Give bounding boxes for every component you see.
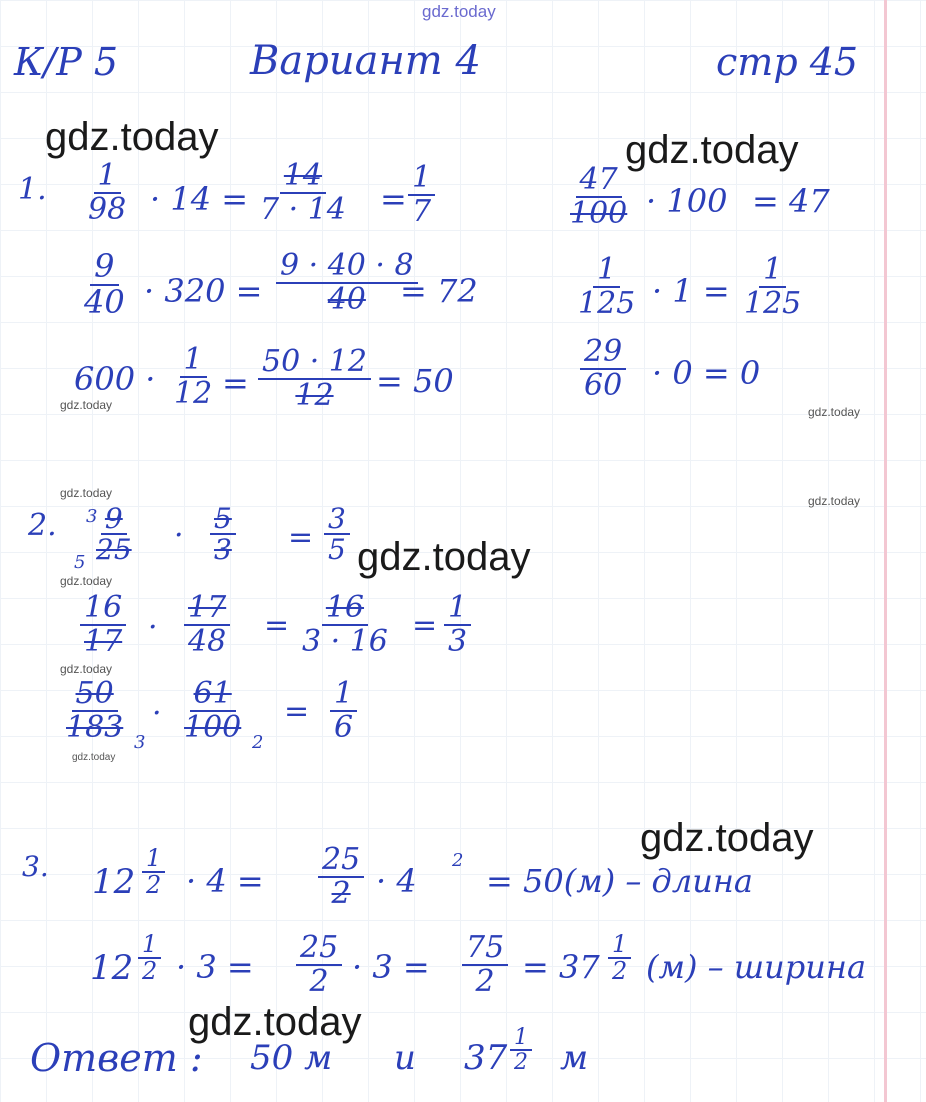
numerator: 16 [80,592,126,626]
fraction [62,678,127,743]
fraction [510,1026,532,1074]
watermark-big: gdz.today [625,128,799,172]
denominator: 2 [612,957,628,986]
denominator: 100 [184,709,242,745]
denominator: 2 [475,963,495,999]
denominator: 183 [66,709,124,745]
operator-text: · 14 = [150,180,249,218]
fraction [210,504,236,565]
answer-and: и [394,1038,416,1078]
fraction [330,678,357,743]
denominator: 125 [578,285,636,321]
result-text: = 72 [400,272,478,310]
fraction [180,678,245,743]
fraction [324,504,350,565]
fraction [138,932,161,984]
denominator: 25 [96,533,132,567]
numerator: 47 [576,164,622,198]
denominator: 2 [514,1050,528,1076]
denominator: 100 [570,195,628,231]
mixed-whole: 12 [90,948,134,988]
superscript: 2 [452,850,464,871]
answer-value-1: 50 м [250,1038,333,1078]
operator-text: · 4 [376,862,417,900]
result-text: · 0 = 0 [652,354,761,392]
denominator: 40 [84,282,125,321]
watermark-big: gdz.today [640,816,814,860]
fraction [444,592,471,657]
watermark-small: gdz.today [72,752,116,763]
fraction [574,254,639,319]
denominator: 17 [84,623,123,659]
watermark-small: gdz.today [60,662,113,676]
watermark-big: gdz.today [357,535,531,579]
answer-unit: м [560,1038,589,1078]
denominator: 3 [448,623,468,659]
denominator: 2 [142,957,158,986]
task3-number: 3. [22,850,49,883]
fraction [276,250,418,315]
numerator: 75 [462,932,508,966]
watermark-top: gdz.today [422,2,496,21]
result-text: (м) – ширина [646,948,867,986]
numerator: 16 [322,592,368,626]
denominator: 98 [88,191,127,227]
mixed-whole: 12 [92,862,136,902]
fraction [462,932,508,997]
fraction [408,162,435,227]
operator-text: · 1 = [652,272,730,310]
numerator: 50 [72,678,118,712]
operator-text: = [288,520,314,555]
denominator: 5 [328,533,346,567]
denominator: 3 · 16 [302,623,388,659]
numerator: 25 [318,844,364,878]
reduction-factor: 2 [252,732,264,753]
fraction [298,592,392,657]
denominator: 2 [331,875,351,911]
reduction-factor: 5 [74,552,86,573]
operator-text: · 100 [646,182,728,220]
numerator: 5 [210,504,236,535]
numerator: 9 · 40 · 8 [276,250,418,284]
watermark-small: gdz.today [60,574,113,588]
numerator: 1 [759,254,786,288]
denominator: 6 [334,709,354,745]
answer-label: Ответ : [30,1036,203,1080]
denominator: 2 [309,963,329,999]
denominator: 12 [295,377,334,413]
operator-text: · [152,696,162,731]
fraction [256,160,350,225]
numerator: 9 [90,250,118,286]
margin-line [884,0,887,1102]
fraction [80,247,129,321]
reduction-factor: 3 [134,732,146,753]
numerator: 1 [142,846,165,873]
fraction [84,160,130,225]
fraction [184,592,230,657]
denominator: 7 · 14 [260,191,346,227]
fraction [80,592,126,657]
numerator: 1 [510,1026,532,1051]
numerator: 50 · 12 [258,346,371,380]
header-center: Вариант 4 [250,38,481,84]
denominator: 40 [327,281,366,317]
operator-text: = [412,608,438,643]
fraction [566,164,631,229]
numerator: 61 [190,678,236,712]
denominator: 48 [188,623,227,659]
fraction [740,254,805,319]
fraction [580,336,626,401]
denominator: 3 [214,533,232,567]
result-text: = 47 [752,182,830,220]
reduction-factor: 3 [86,506,98,527]
fraction [258,346,371,411]
denominator: 2 [146,871,162,900]
numerator: 1 [444,592,471,626]
operator-text: = [380,180,407,218]
watermark-small: gdz.today [808,494,861,508]
numerator: 1 [408,162,435,196]
operator-text: = [222,364,249,402]
numerator: 25 [296,932,342,966]
numerator: 1 [593,254,620,288]
denominator: 7 [412,193,432,229]
operator-text: = [264,608,290,643]
fraction [92,504,136,565]
denominator: 60 [584,367,623,403]
watermark-small: gdz.today [808,405,861,419]
fraction [170,344,216,409]
watermark-big: gdz.today [188,1000,362,1044]
operator-text: · 320 = [144,272,263,310]
operator-text: = 37 [522,948,600,986]
numerator: 1 [138,932,161,959]
numerator: 14 [280,160,326,194]
operator-text: · [174,518,184,553]
numerator: 1 [330,678,357,712]
numerator: 1 [180,344,207,378]
numerator: 29 [580,336,626,370]
result-text: = 50(м) – длина [486,862,753,900]
numerator: 3 [324,504,350,535]
operator-text: · 4 = [186,862,264,900]
fraction [296,932,342,997]
operator-text: · 3 = [176,948,254,986]
fraction [142,846,165,898]
header-left: К/Р 5 [14,40,119,84]
operator-text: = [284,694,310,729]
watermark-big: gdz.today [45,115,219,159]
denominator: 125 [744,285,802,321]
result-text: = 50 [376,362,454,400]
numerator: 1 [94,160,121,194]
watermark-small: gdz.today [60,486,113,500]
operator-text: · [148,610,158,645]
header-right: стр 45 [716,40,859,84]
fraction [608,932,631,984]
denominator: 12 [174,375,213,411]
task1-number: 1. [18,172,47,207]
numerator: 17 [184,592,230,626]
fraction [318,844,364,909]
numerator: 1 [608,932,631,959]
answer-value-2: 37 [464,1038,508,1078]
operator-text: 600 · [74,360,156,398]
numerator: 9 [101,504,127,535]
task2-number: 2. [28,508,57,543]
watermark-small: gdz.today [60,398,113,412]
operator-text: · 3 = [352,948,430,986]
